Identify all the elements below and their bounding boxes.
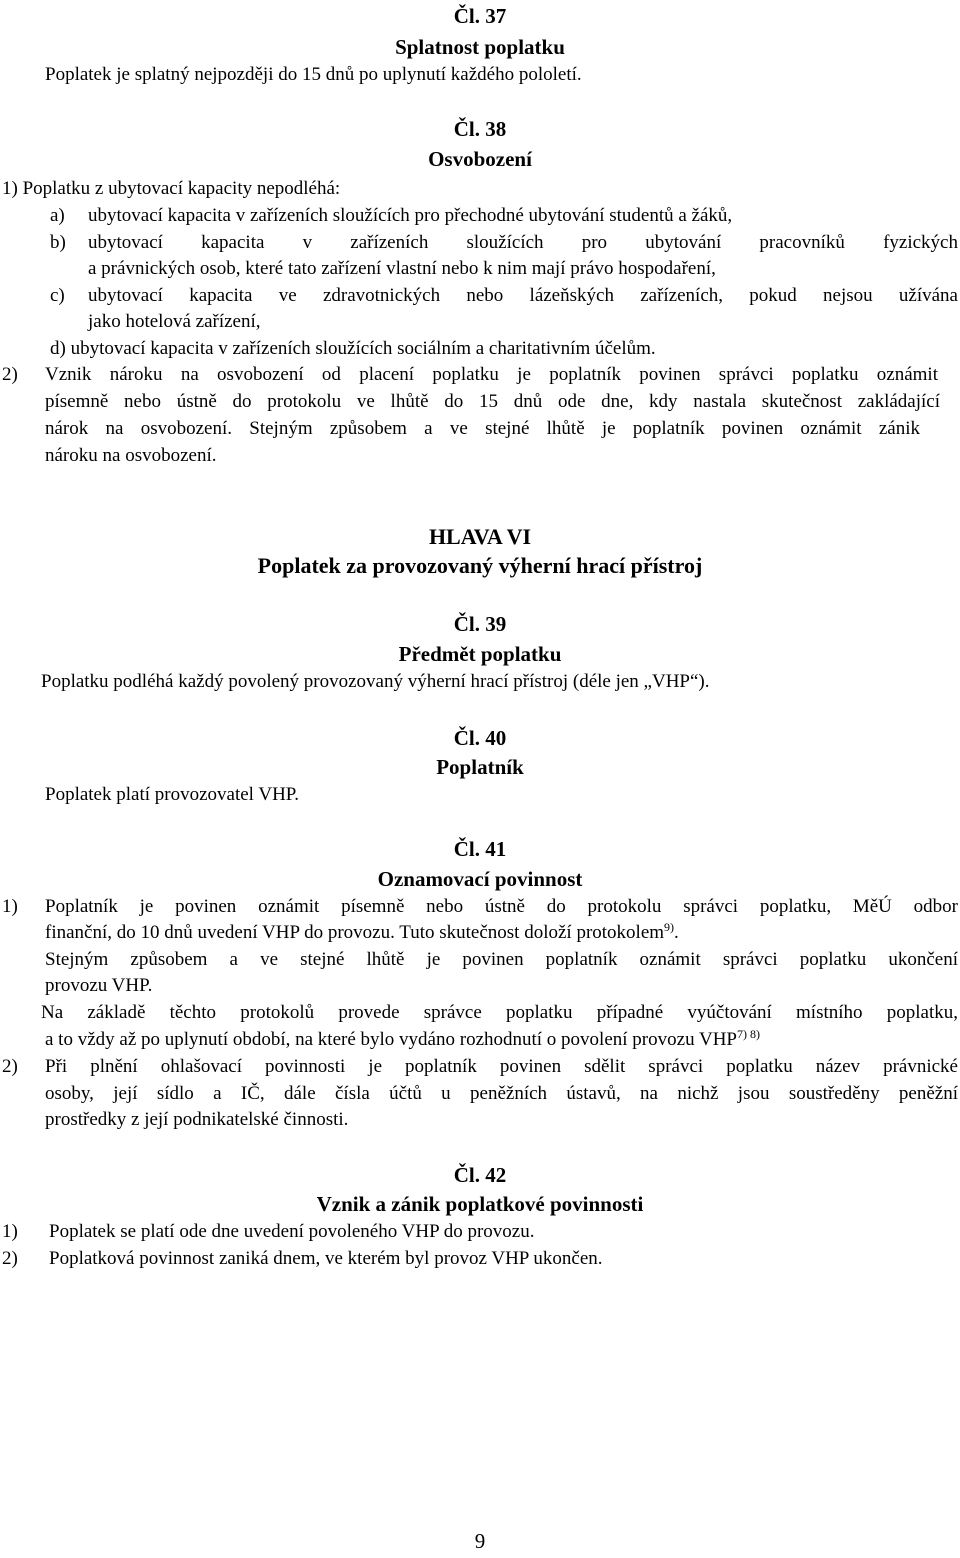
footnote-ref-7-8: 7) 8)	[736, 1027, 760, 1041]
article-41-paragraph-1-line-5-text: Na základě těchto protokolů provede správce poplatku případné vyúčtování místního poplatku,	[41, 1002, 958, 1023]
article-38-paragraph-2-line-3	[45, 416, 920, 442]
article-42-paragraph-1: Poplatek se platí ode dne uvedení povoleného VHP do provozu.	[49, 1221, 535, 1242]
item-a-label: a)	[50, 205, 65, 226]
article-40-title: Poplatník	[436, 755, 524, 779]
article-41-paragraph-1-line-2-end: .	[674, 922, 679, 943]
article-42-title: Vznik a zánik poplatkové povinnosti	[316, 1192, 644, 1216]
chapter-label: HLAVA VI	[428, 524, 532, 549]
article-37-title: Splatnost poplatku	[395, 35, 565, 59]
article-38-title: Osvobození	[428, 147, 532, 171]
article-41-number: Čl. 41	[453, 837, 507, 861]
item-b-label: b)	[50, 232, 66, 253]
article-39-number: Čl. 39	[453, 612, 507, 636]
item-c-line-1-text: ubytovací kapacita ve zdravotnických nebo lázeňských zařízeních, pokud nejsou užívána	[88, 285, 958, 306]
article-41-paragraph-1-line-2	[45, 920, 679, 946]
article-38-number: Čl. 38	[453, 117, 507, 141]
article-41-paragraph-2-line-3: prostředky z její podnikatelské činnosti.	[45, 1109, 349, 1130]
article-41-paragraph-1-line-3	[45, 947, 958, 973]
article-41-paragraph-2-line-2-text: osoby, její sídlo a IČ, dále čísla účtů u peněžních ústavů, na nichž jsou soustředěny peněžní	[45, 1083, 958, 1104]
article-38-paragraph-2-line-1-text: Vznik nároku na osvobození od placení poplatku je poplatník povinen správci poplatku oznámit	[45, 364, 938, 385]
article-42-paragraph-1-label: 1)	[2, 1221, 18, 1242]
article-41-paragraph-1-line-1-text: Poplatník je povinen oznámit písemně nebo ústně do protokolu správci poplatku, MěÚ odbor	[45, 896, 958, 917]
article-42-paragraph-2-label: 2)	[2, 1248, 18, 1269]
article-38-paragraph-2-line-3-text: nárok na osvobození. Stejným způsobem a ve stejné lhůtě je poplatník povinen oznámit zánik	[45, 418, 920, 439]
footnote-ref-9: 9)	[664, 920, 675, 934]
item-d-text: d) ubytovací kapacita v zařízeních sloužících sociálním a charitativním účelům.	[50, 338, 656, 359]
article-39-title: Předmět poplatku	[398, 642, 562, 666]
article-37-text: Poplatek je splatný nejpozději do 15 dnů po uplynutí každého pololetí.	[45, 64, 582, 85]
item-c-line-1	[88, 283, 958, 309]
item-c-label: c)	[50, 285, 65, 306]
article-41-paragraph-1-line-6	[45, 1027, 760, 1053]
article-41-paragraph-1-line-2-text: finanční, do 10 dnů uvedení VHP do provozu. Tuto skutečnost doloží protokolem	[45, 922, 665, 943]
article-42-number: Čl. 42	[453, 1163, 507, 1187]
item-b-line-1-text: ubytovací kapacita v zařízeních sloužících pro ubytování pracovníků fyzických	[88, 232, 958, 253]
item-b-line-1	[88, 230, 958, 256]
article-41-paragraph-2-line-2	[45, 1081, 958, 1107]
article-41-paragraph-1-label: 1)	[2, 896, 18, 917]
article-38-paragraph-2-line-4: nároku na osvobození.	[45, 445, 217, 466]
article-38-paragraph-2-line-1	[45, 362, 938, 388]
item-a-text: ubytovací kapacita v zařízeních sloužících pro přechodné ubytování studentů a žáků,	[88, 205, 733, 226]
article-38-paragraph-2-line-2-text: písemně nebo ústně do protokolu ve lhůtě do 15 dnů ode dne, kdy nastala skutečnost zakládající	[45, 391, 940, 412]
article-41-paragraph-1-line-6-text: a to vždy až po uplynutí období, na které bylo vydáno rozhodnutí o povolení provozu VHP	[45, 1029, 737, 1050]
item-b-line-2: a právnických osob, které tato zařízení vlastní nebo k nim mají právo hospodaření,	[88, 258, 716, 279]
article-41-paragraph-1-line-1	[45, 894, 958, 920]
article-38-paragraph-2-label: 2)	[2, 364, 18, 385]
article-41-paragraph-1-line-4: provozu VHP.	[45, 975, 153, 996]
article-39-text: Poplatku podléhá každý povolený provozovaný výherní hrací přístroj (déle jen „VHP“).	[41, 671, 710, 692]
article-41-title: Oznamovací povinnost	[377, 867, 583, 891]
article-38-paragraph-1: 1) Poplatku z ubytovací kapacity nepodléhá:	[2, 178, 341, 199]
article-42-paragraph-2: Poplatková povinnost zaniká dnem, ve kterém byl provoz VHP ukončen.	[49, 1248, 603, 1269]
article-41-paragraph-1-line-3-text: Stejným způsobem a ve stejné lhůtě je povinen poplatník oznámit správci poplatku ukončení	[45, 949, 958, 970]
page-number: 9	[474, 1529, 486, 1553]
article-38-paragraph-2-line-2	[45, 389, 940, 415]
article-41-paragraph-1-line-5	[41, 1000, 958, 1026]
article-37-number: Čl. 37	[453, 4, 507, 28]
article-41-paragraph-2-line-1-text: Při plnění ohlašovací povinnosti je poplatník povinen sdělit správci poplatku název právnické	[45, 1056, 958, 1077]
article-41-paragraph-2-label: 2)	[2, 1056, 18, 1077]
chapter-title: Poplatek za provozovaný výherní hrací přístroj	[257, 553, 703, 578]
item-c-line-2: jako hotelová zařízení,	[88, 311, 261, 332]
article-40-number: Čl. 40	[453, 726, 507, 750]
article-41-paragraph-2-line-1	[45, 1054, 958, 1080]
article-40-text: Poplatek platí provozovatel VHP.	[45, 784, 300, 805]
